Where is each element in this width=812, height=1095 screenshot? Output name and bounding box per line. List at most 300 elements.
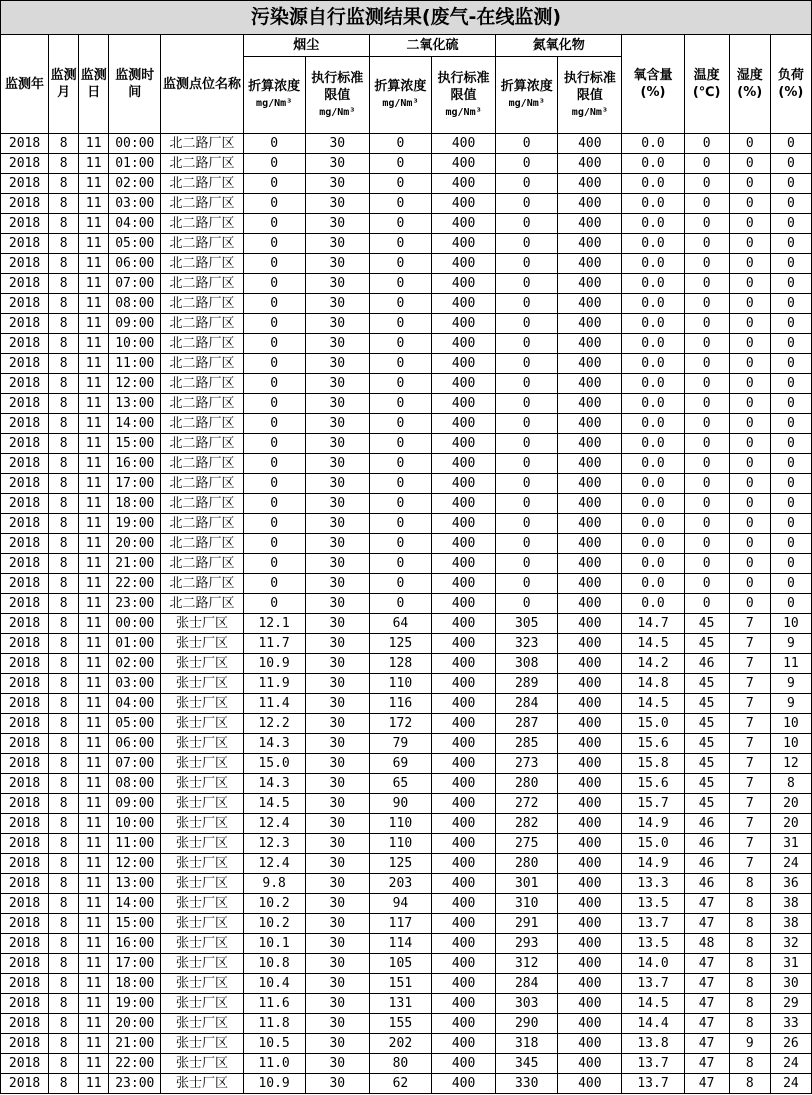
cell-so2-conc: 0	[369, 454, 431, 474]
cell-year: 2018	[1, 674, 49, 694]
cell-load: 36	[770, 874, 811, 894]
cell-load: 0	[770, 574, 811, 594]
cell-dust-limit: 30	[305, 374, 369, 394]
cell-humidity: 0	[729, 214, 770, 234]
cell-month: 8	[49, 634, 79, 654]
cell-site: 北二路厂区	[161, 394, 243, 414]
cell-oxygen: 14.7	[622, 614, 684, 634]
cell-humidity: 7	[729, 814, 770, 834]
cell-year: 2018	[1, 394, 49, 414]
cell-site: 张士厂区	[161, 874, 243, 894]
cell-month: 8	[49, 314, 79, 334]
cell-year: 2018	[1, 294, 49, 314]
unit-label: mg/Nm³	[508, 98, 545, 109]
cell-humidity: 0	[729, 554, 770, 574]
cell-dust-conc: 12.4	[243, 814, 305, 834]
cell-nox-conc: 0	[496, 294, 558, 314]
cell-site: 张士厂区	[161, 794, 243, 814]
table-row	[1, 134, 812, 154]
header-dust-limit	[305, 57, 369, 134]
cell-dust-limit: 30	[305, 314, 369, 334]
cell-so2-limit: 400	[431, 414, 495, 434]
header-group-so2: 二氧化硫	[369, 35, 495, 57]
cell-oxygen: 14.8	[622, 674, 684, 694]
cell-so2-limit: 400	[431, 334, 495, 354]
cell-so2-limit: 400	[431, 234, 495, 254]
cell-so2-conc: 80	[369, 1054, 431, 1074]
cell-temperature: 0	[684, 274, 729, 294]
cell-load: 38	[770, 894, 811, 914]
cell-time: 11:00	[109, 834, 161, 854]
cell-dust-limit: 30	[305, 534, 369, 554]
cell-site: 北二路厂区	[161, 554, 243, 574]
table-row	[1, 434, 812, 454]
cell-time: 20:00	[109, 1014, 161, 1034]
cell-dust-limit: 30	[305, 414, 369, 434]
cell-humidity: 7	[729, 694, 770, 714]
cell-oxygen: 0.0	[622, 194, 684, 214]
cell-time: 17:00	[109, 954, 161, 974]
cell-humidity: 7	[729, 734, 770, 754]
cell-time: 03:00	[109, 674, 161, 694]
cell-month: 8	[49, 194, 79, 214]
cell-month: 8	[49, 574, 79, 594]
cell-month: 8	[49, 974, 79, 994]
cell-dust-limit: 30	[305, 1034, 369, 1054]
cell-site: 北二路厂区	[161, 534, 243, 554]
cell-nox-conc: 308	[496, 654, 558, 674]
cell-so2-conc: 0	[369, 314, 431, 334]
cell-nox-limit: 400	[558, 674, 622, 694]
cell-so2-conc: 128	[369, 654, 431, 674]
cell-nox-limit: 400	[558, 814, 622, 834]
cell-temperature: 0	[684, 474, 729, 494]
cell-temperature: 0	[684, 174, 729, 194]
cell-so2-limit: 400	[431, 454, 495, 474]
cell-day: 11	[79, 1054, 109, 1074]
cell-day: 11	[79, 1014, 109, 1034]
cell-so2-conc: 0	[369, 514, 431, 534]
cell-site: 张士厂区	[161, 894, 243, 914]
cell-nox-conc: 0	[496, 474, 558, 494]
cell-dust-conc: 10.5	[243, 1034, 305, 1054]
cell-month: 8	[49, 274, 79, 294]
cell-year: 2018	[1, 654, 49, 674]
cell-temperature: 0	[684, 314, 729, 334]
cell-year: 2018	[1, 874, 49, 894]
cell-dust-limit: 30	[305, 894, 369, 914]
cell-nox-limit: 400	[558, 714, 622, 734]
cell-nox-conc: 0	[496, 574, 558, 594]
cell-year: 2018	[1, 1034, 49, 1054]
cell-month: 8	[49, 514, 79, 534]
cell-temperature: 45	[684, 674, 729, 694]
cell-site: 北二路厂区	[161, 134, 243, 154]
cell-so2-limit: 400	[431, 974, 495, 994]
cell-month: 8	[49, 494, 79, 514]
cell-dust-conc: 0	[243, 454, 305, 474]
table-row	[1, 774, 812, 794]
cell-temperature: 45	[684, 774, 729, 794]
cell-humidity: 8	[729, 1074, 770, 1094]
cell-temperature: 0	[684, 414, 729, 434]
cell-so2-limit: 400	[431, 934, 495, 954]
cell-site: 北二路厂区	[161, 574, 243, 594]
cell-time: 16:00	[109, 454, 161, 474]
cell-nox-conc: 290	[496, 1014, 558, 1034]
cell-nox-conc: 303	[496, 994, 558, 1014]
cell-nox-limit: 400	[558, 234, 622, 254]
cell-dust-conc: 0	[243, 594, 305, 614]
cell-day: 11	[79, 814, 109, 834]
table-row	[1, 214, 812, 234]
table-row	[1, 514, 812, 534]
cell-day: 11	[79, 894, 109, 914]
cell-year: 2018	[1, 134, 49, 154]
cell-oxygen: 0.0	[622, 174, 684, 194]
table-row	[1, 354, 812, 374]
cell-so2-conc: 0	[369, 374, 431, 394]
cell-oxygen: 0.0	[622, 454, 684, 474]
cell-dust-limit: 30	[305, 714, 369, 734]
cell-dust-conc: 9.8	[243, 874, 305, 894]
cell-oxygen: 0.0	[622, 314, 684, 334]
cell-load: 0	[770, 534, 811, 554]
cell-humidity: 0	[729, 234, 770, 254]
cell-temperature: 45	[684, 714, 729, 734]
cell-site: 张士厂区	[161, 814, 243, 834]
cell-dust-conc: 11.7	[243, 634, 305, 654]
cell-dust-conc: 0	[243, 574, 305, 594]
cell-temperature: 0	[684, 554, 729, 574]
cell-nox-conc: 282	[496, 814, 558, 834]
cell-day: 11	[79, 1074, 109, 1094]
cell-site: 张士厂区	[161, 854, 243, 874]
cell-load: 0	[770, 294, 811, 314]
cell-load: 32	[770, 934, 811, 954]
cell-site: 北二路厂区	[161, 194, 243, 214]
cell-oxygen: 0.0	[622, 514, 684, 534]
cell-so2-limit: 400	[431, 314, 495, 334]
cell-temperature: 46	[684, 854, 729, 874]
cell-nox-limit: 400	[558, 274, 622, 294]
cell-year: 2018	[1, 934, 49, 954]
cell-day: 11	[79, 194, 109, 214]
cell-nox-limit: 400	[558, 554, 622, 574]
cell-time: 10:00	[109, 814, 161, 834]
cell-nox-conc: 289	[496, 674, 558, 694]
cell-nox-conc: 345	[496, 1054, 558, 1074]
cell-temperature: 45	[684, 734, 729, 754]
cell-nox-limit: 400	[558, 414, 622, 434]
unit-label: mg/Nm³	[319, 106, 356, 118]
cell-so2-conc: 117	[369, 914, 431, 934]
cell-oxygen: 13.7	[622, 914, 684, 934]
cell-year: 2018	[1, 454, 49, 474]
cell-nox-conc: 0	[496, 554, 558, 574]
cell-so2-conc: 105	[369, 954, 431, 974]
cell-temperature: 48	[684, 934, 729, 954]
cell-site: 北二路厂区	[161, 514, 243, 534]
cell-time: 11:00	[109, 354, 161, 374]
cell-humidity: 0	[729, 594, 770, 614]
cell-month: 8	[49, 1054, 79, 1074]
cell-month: 8	[49, 674, 79, 694]
cell-temperature: 47	[684, 1034, 729, 1054]
table-row	[1, 694, 812, 714]
cell-site: 张士厂区	[161, 634, 243, 654]
cell-so2-limit: 400	[431, 274, 495, 294]
cell-so2-conc: 116	[369, 694, 431, 714]
cell-humidity: 0	[729, 254, 770, 274]
cell-dust-conc: 14.3	[243, 734, 305, 754]
cell-so2-conc: 64	[369, 614, 431, 634]
cell-day: 11	[79, 974, 109, 994]
cell-so2-limit: 400	[431, 394, 495, 414]
cell-dust-conc: 0	[243, 274, 305, 294]
cell-temperature: 47	[684, 1074, 729, 1094]
cell-day: 11	[79, 554, 109, 574]
cell-so2-conc: 65	[369, 774, 431, 794]
cell-time: 21:00	[109, 554, 161, 574]
cell-load: 9	[770, 634, 811, 654]
cell-dust-limit: 30	[305, 154, 369, 174]
cell-oxygen: 13.3	[622, 874, 684, 894]
cell-dust-conc: 0	[243, 294, 305, 314]
cell-so2-conc: 172	[369, 714, 431, 734]
cell-humidity: 0	[729, 334, 770, 354]
cell-site: 北二路厂区	[161, 254, 243, 274]
cell-so2-conc: 203	[369, 874, 431, 894]
cell-so2-limit: 400	[431, 374, 495, 394]
cell-dust-conc: 0	[243, 174, 305, 194]
cell-so2-limit: 400	[431, 1074, 495, 1094]
cell-humidity: 8	[729, 874, 770, 894]
cell-year: 2018	[1, 974, 49, 994]
cell-nox-conc: 0	[496, 494, 558, 514]
cell-oxygen: 14.5	[622, 634, 684, 654]
cell-time: 15:00	[109, 914, 161, 934]
cell-nox-conc: 301	[496, 874, 558, 894]
cell-temperature: 0	[684, 434, 729, 454]
cell-time: 18:00	[109, 494, 161, 514]
cell-time: 13:00	[109, 874, 161, 894]
cell-so2-limit: 400	[431, 654, 495, 674]
cell-temperature: 45	[684, 614, 729, 634]
cell-nox-conc: 305	[496, 614, 558, 634]
cell-month: 8	[49, 534, 79, 554]
cell-dust-limit: 30	[305, 594, 369, 614]
cell-dust-limit: 30	[305, 734, 369, 754]
cell-temperature: 0	[684, 334, 729, 354]
cell-nox-conc: 280	[496, 854, 558, 874]
cell-so2-conc: 62	[369, 1074, 431, 1094]
cell-so2-limit: 400	[431, 594, 495, 614]
cell-day: 11	[79, 254, 109, 274]
cell-time: 23:00	[109, 1074, 161, 1094]
cell-temperature: 0	[684, 394, 729, 414]
header-month: 监测月	[49, 35, 79, 134]
cell-dust-conc: 14.3	[243, 774, 305, 794]
cell-humidity: 0	[729, 474, 770, 494]
cell-oxygen: 13.7	[622, 974, 684, 994]
cell-nox-conc: 293	[496, 934, 558, 954]
cell-site: 张士厂区	[161, 674, 243, 694]
cell-so2-limit: 400	[431, 1034, 495, 1054]
cell-site: 北二路厂区	[161, 294, 243, 314]
cell-site: 北二路厂区	[161, 214, 243, 234]
cell-so2-conc: 0	[369, 194, 431, 214]
cell-dust-limit: 30	[305, 834, 369, 854]
cell-site: 张士厂区	[161, 834, 243, 854]
cell-oxygen: 0.0	[622, 234, 684, 254]
cell-so2-conc: 0	[369, 494, 431, 514]
cell-humidity: 7	[729, 834, 770, 854]
cell-load: 0	[770, 454, 811, 474]
cell-so2-conc: 0	[369, 254, 431, 274]
cell-year: 2018	[1, 634, 49, 654]
cell-time: 08:00	[109, 774, 161, 794]
cell-month: 8	[49, 894, 79, 914]
cell-nox-conc: 287	[496, 714, 558, 734]
cell-humidity: 0	[729, 434, 770, 454]
cell-year: 2018	[1, 274, 49, 294]
cell-oxygen: 0.0	[622, 134, 684, 154]
cell-month: 8	[49, 594, 79, 614]
cell-site: 张士厂区	[161, 654, 243, 674]
cell-nox-conc: 0	[496, 154, 558, 174]
cell-month: 8	[49, 994, 79, 1014]
cell-time: 06:00	[109, 734, 161, 754]
cell-day: 11	[79, 294, 109, 314]
cell-site: 张士厂区	[161, 614, 243, 634]
cell-so2-conc: 110	[369, 674, 431, 694]
cell-month: 8	[49, 754, 79, 774]
cell-time: 14:00	[109, 414, 161, 434]
cell-site: 北二路厂区	[161, 274, 243, 294]
cell-time: 18:00	[109, 974, 161, 994]
cell-oxygen: 0.0	[622, 254, 684, 274]
header-so2-limit	[431, 57, 495, 134]
cell-year: 2018	[1, 154, 49, 174]
cell-so2-limit: 400	[431, 754, 495, 774]
cell-so2-limit: 400	[431, 214, 495, 234]
cell-oxygen: 13.8	[622, 1034, 684, 1054]
cell-year: 2018	[1, 854, 49, 874]
cell-so2-conc: 0	[369, 554, 431, 574]
cell-time: 06:00	[109, 254, 161, 274]
cell-dust-limit: 30	[305, 854, 369, 874]
cell-so2-conc: 0	[369, 534, 431, 554]
table-row	[1, 274, 812, 294]
cell-dust-limit: 30	[305, 694, 369, 714]
cell-month: 8	[49, 834, 79, 854]
cell-humidity: 0	[729, 534, 770, 554]
cell-time: 12:00	[109, 854, 161, 874]
cell-temperature: 47	[684, 1054, 729, 1074]
cell-site: 北二路厂区	[161, 454, 243, 474]
cell-site: 张士厂区	[161, 974, 243, 994]
cell-load: 30	[770, 974, 811, 994]
cell-month: 8	[49, 414, 79, 434]
cell-so2-conc: 0	[369, 414, 431, 434]
cell-temperature: 0	[684, 154, 729, 174]
cell-day: 11	[79, 854, 109, 874]
cell-temperature: 0	[684, 374, 729, 394]
cell-time: 12:00	[109, 374, 161, 394]
cell-so2-conc: 114	[369, 934, 431, 954]
cell-day: 11	[79, 154, 109, 174]
cell-nox-limit: 400	[558, 614, 622, 634]
cell-dust-conc: 11.9	[243, 674, 305, 694]
cell-dust-conc: 10.9	[243, 654, 305, 674]
cell-time: 17:00	[109, 474, 161, 494]
cell-load: 0	[770, 554, 811, 574]
cell-so2-limit: 400	[431, 894, 495, 914]
cell-dust-limit: 30	[305, 634, 369, 654]
cell-so2-limit: 400	[431, 714, 495, 734]
cell-nox-conc: 275	[496, 834, 558, 854]
cell-month: 8	[49, 374, 79, 394]
cell-month: 8	[49, 334, 79, 354]
cell-load: 0	[770, 354, 811, 374]
cell-humidity: 7	[729, 634, 770, 654]
cell-month: 8	[49, 1034, 79, 1054]
cell-year: 2018	[1, 774, 49, 794]
table-row	[1, 974, 812, 994]
cell-nox-limit: 400	[558, 974, 622, 994]
cell-month: 8	[49, 394, 79, 414]
cell-so2-limit: 400	[431, 194, 495, 214]
cell-so2-limit: 400	[431, 874, 495, 894]
cell-nox-limit: 400	[558, 314, 622, 334]
cell-time: 23:00	[109, 594, 161, 614]
cell-time: 07:00	[109, 274, 161, 294]
cell-humidity: 0	[729, 294, 770, 314]
cell-site: 北二路厂区	[161, 154, 243, 174]
cell-year: 2018	[1, 574, 49, 594]
cell-oxygen: 14.9	[622, 814, 684, 834]
table-row	[1, 154, 812, 174]
cell-time: 14:00	[109, 894, 161, 914]
table-row	[1, 794, 812, 814]
cell-load: 0	[770, 514, 811, 534]
cell-year: 2018	[1, 354, 49, 374]
cell-site: 北二路厂区	[161, 414, 243, 434]
cell-humidity: 8	[729, 954, 770, 974]
cell-dust-conc: 11.0	[243, 1054, 305, 1074]
table-row	[1, 334, 812, 354]
cell-dust-conc: 0	[243, 494, 305, 514]
unit-label: mg/Nm³	[256, 98, 293, 109]
cell-site: 北二路厂区	[161, 234, 243, 254]
cell-nox-limit: 400	[558, 834, 622, 854]
limit-label: 执行标准限值	[437, 70, 490, 103]
cell-nox-limit: 400	[558, 894, 622, 914]
cell-site: 张士厂区	[161, 994, 243, 1014]
cell-humidity: 8	[729, 894, 770, 914]
cell-month: 8	[49, 474, 79, 494]
cell-so2-limit: 400	[431, 534, 495, 554]
cell-year: 2018	[1, 1054, 49, 1074]
cell-time: 19:00	[109, 514, 161, 534]
cell-so2-conc: 125	[369, 854, 431, 874]
cell-oxygen: 0.0	[622, 274, 684, 294]
cell-year: 2018	[1, 794, 49, 814]
table-row	[1, 394, 812, 414]
cell-day: 11	[79, 714, 109, 734]
cell-dust-limit: 30	[305, 674, 369, 694]
